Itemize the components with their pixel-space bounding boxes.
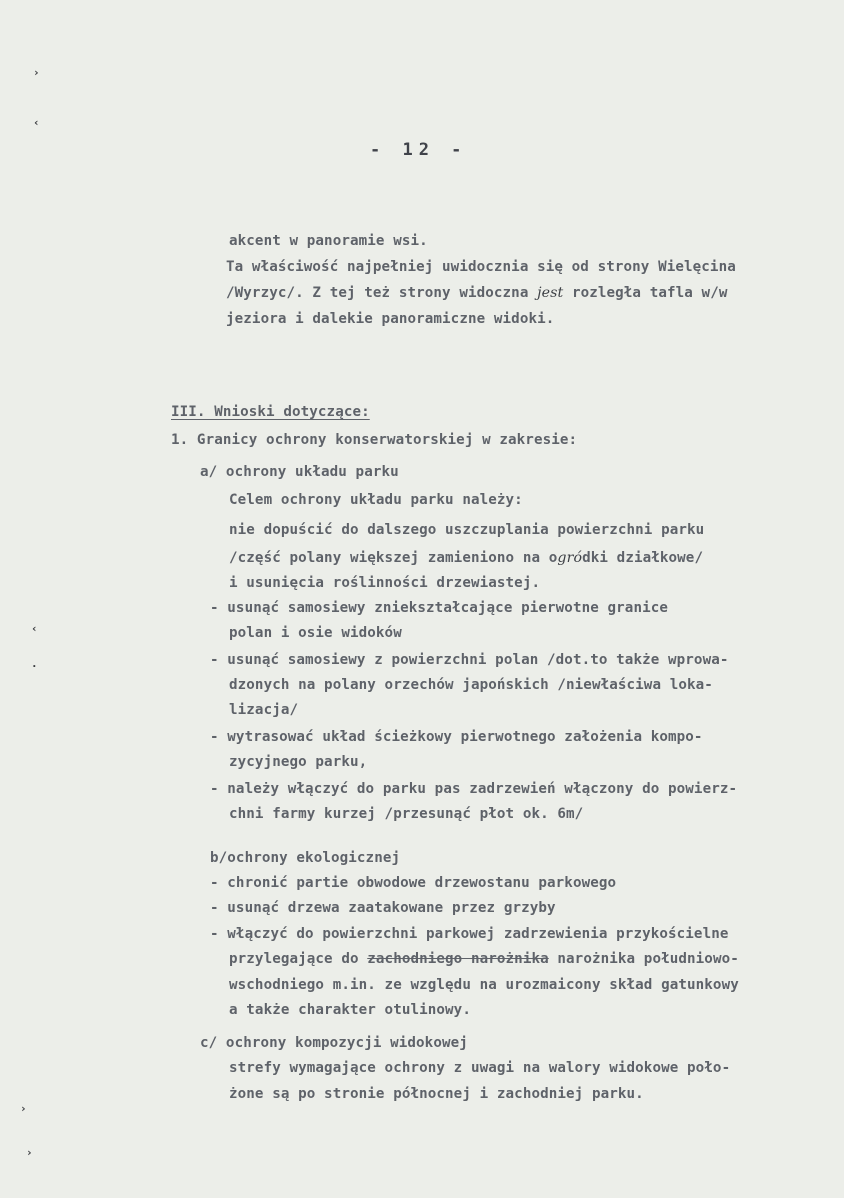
text-line: i usunięcia roślinności drzewiastej. — [229, 575, 541, 591]
text-line: - należy włączyć do parku pas zadrzewień włączony do powierz- — [210, 781, 738, 797]
text-line: żone są po stronie północnej i zachodniej parku. — [229, 1086, 644, 1102]
margin-mark: · — [31, 660, 38, 673]
text-line: przylegające do zachodniego narożnika narożnika południowo- — [229, 951, 739, 967]
text-line: wschodniego m.in. ze względu na urozmaicony skład gatunkowy — [229, 977, 739, 993]
subsection-b-label: b/ochrony ekologicznej — [210, 850, 401, 866]
subsection-a-label: a/ ochrony układu parku — [200, 464, 399, 480]
intro-line: akcent w panoramie wsi. — [229, 233, 428, 249]
text-line: chni farmy kurzej /przesunąć płot ok. 6m/ — [229, 806, 584, 822]
text-line: dzonych na polany orzechów japońskich /niewłaściwa loka- — [229, 677, 713, 693]
margin-mark: › — [26, 1146, 33, 1159]
page-number: - 12 - — [370, 140, 468, 160]
text-line: lizacja/ — [229, 702, 299, 718]
item-heading: 1. Granicy ochrony konserwatorskiej w zakresie: — [171, 432, 578, 448]
text-line: /część polany większej zamieniono na ogródki działkowe/ — [229, 550, 704, 566]
margin-mark: ‹ — [31, 622, 38, 635]
text-line: Celem ochrony układu parku należy: — [229, 492, 523, 508]
margin-mark: › — [33, 66, 40, 79]
text-line: - włączyć do powierzchni parkowej zadrzewienia przykościelne — [210, 926, 729, 942]
text-line: - wytrasować układ ścieżkowy pierwotnego założenia kompo- — [210, 729, 703, 745]
intro-line: /Wyrzyc/. Z tej też strony widoczna jest rozległa tafla w/w — [226, 285, 728, 301]
margin-mark: › — [20, 1102, 27, 1115]
text-line: nie dopuścić do dalszego uszczuplania powierzchni parku — [229, 522, 705, 538]
text-line: - usunąć samosiewy z powierzchni polan /dot.to także wprowa- — [210, 652, 729, 668]
text-line: - chronić partie obwodowe drzewostanu parkowego — [210, 875, 617, 891]
text-line: a także charakter otulinowy. — [229, 1002, 471, 1018]
handwritten-insertion: gró — [557, 550, 583, 566]
text-line: - usunąć samosiewy zniekształcające pierwotne granice — [210, 600, 669, 616]
text-line: strefy wymagające ochrony z uwagi na walory widokowe poło- — [229, 1060, 731, 1076]
margin-mark: ‹ — [33, 116, 40, 129]
struck-text: zachodniego narożnika — [367, 951, 549, 967]
text-line: - usunąć drzewa zaatakowane przez grzyby — [210, 900, 556, 916]
intro-line: jeziora i dalekie panoramiczne widoki. — [226, 311, 555, 327]
handwritten-insertion: jest — [537, 285, 564, 301]
subsection-c-label: c/ ochrony kompozycji widokowej — [200, 1035, 468, 1051]
section-heading: III. Wnioski dotyczące: — [171, 404, 370, 420]
text-line: zycyjnego parku, — [229, 754, 368, 770]
text-line: polan i osie widoków — [229, 625, 402, 641]
intro-line: Ta właściwość najpełniej uwidocznia się od strony Wielęcina — [226, 259, 736, 275]
